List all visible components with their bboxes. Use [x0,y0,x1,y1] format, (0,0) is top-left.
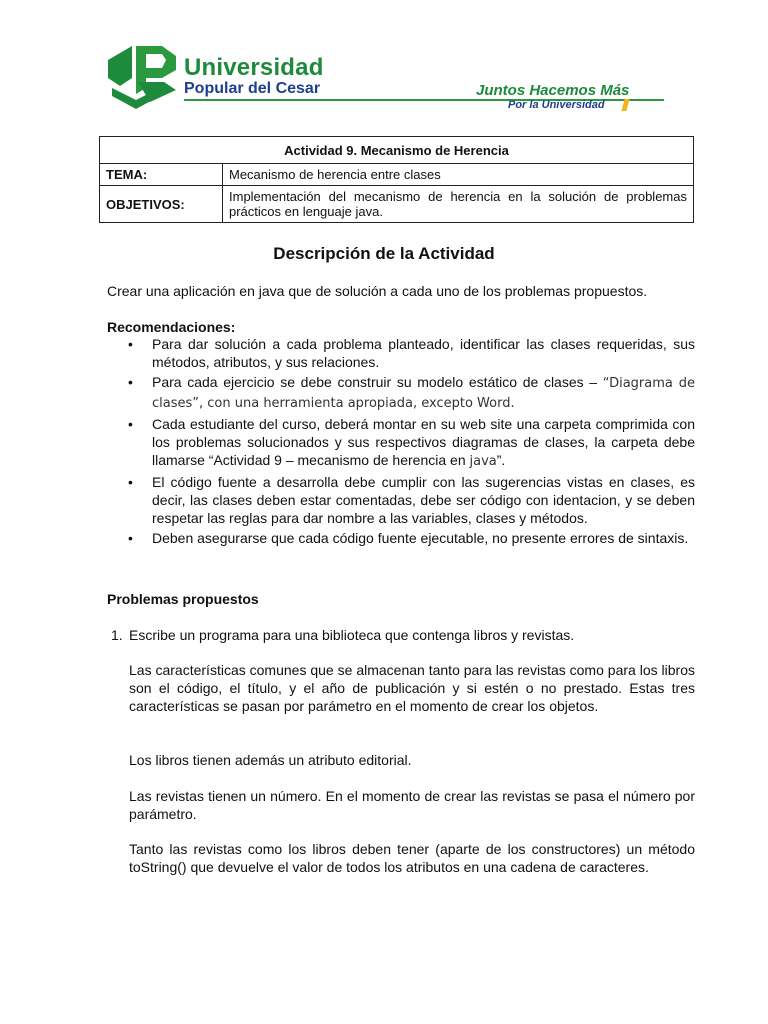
activity-title: Actividad 9. Mecanismo de Herencia [100,137,694,164]
bullet-icon: • [128,416,133,432]
problem-paragraph: Los libros tienen además un atributo editorial. [129,752,412,768]
problem-statement: Escribe un programa para una biblioteca que contenga libros y revistas. [129,627,575,643]
recommendation-text: Cada estudiante del curso, deberá montar en su web site una carpeta comprimida con los problemas solucionados y sus respectivos diagramas de clases, la carpeta debe llamarse “Actividad 9 – mecanismo de herencia en [152,416,695,468]
recommendation-tail: ”. [496,452,506,468]
recommendation-text: Para cada ejercicio se debe construir su modelo estático de clases – [152,374,603,390]
section-title: Descripción de la Actividad [273,244,495,263]
list-item [107,415,695,471]
problem-number: 1. [111,627,123,643]
university-name: Universidad [184,54,324,81]
slogan: Juntos Hacemos Más [476,82,630,99]
bullet-icon: • [128,336,133,352]
recommendation-text: El código fuente a desarrolla debe cumplir con las sugerencias vistas en clases, es decir, las clases deben estar comentadas, debe ser código con identacion, y se deben respetar las reglas para dar nombre a las variables, clases y métodos. [152,474,695,526]
document-header [106,42,666,114]
problems-heading: Problemas propuestos [107,591,259,607]
list-item [107,529,695,547]
tema-value: Mecanismo de herencia entre clases [223,164,694,186]
bullet-icon: • [128,530,133,546]
objetivos-label: OBJETIVOS: [100,186,223,223]
problem-paragraph: Las características comunes que se almacenan tanto para las revistas como para los libros son el código, el título, y el año de publicación y si estén o no prestado. Estas tres características se pasan por parámetro en el momento de crear los objetos. [129,662,695,714]
activity-table [99,136,694,223]
list-item [107,473,695,527]
intro-paragraph: Crear una aplicación en java que de solución a cada uno de los problemas propuestos. [107,283,648,299]
list-item [107,373,695,413]
bullet-icon: • [128,374,133,390]
table-row [100,186,694,223]
recommendation-alt-text: “Diagrama de clases”, con una herramienta apropiada, excepto Word. [152,376,695,411]
recommendation-alt-text: java [469,454,497,469]
objetivos-value: Implementación del mecanismo de herencia en la solución de problemas prácticos en lenguaje java. [223,186,694,223]
table-row [100,164,694,186]
bullet-icon: • [128,474,133,490]
recommendation-text: Para dar solución a cada problema planteado, identificar las clases requeridas, sus métodos, atributos, y sus relaciones. [152,336,695,370]
recommendations-heading: Recomendaciones: [107,319,236,335]
list-item [107,335,695,371]
recommendations-list [107,335,695,549]
tema-label: TEMA: [100,164,223,186]
slogan-sub: Por la Universidad [508,99,605,111]
university-logo-icon [106,42,178,110]
recommendation-text: Deben asegurarse que cada código fuente ejecutable, no presente errores de sintaxis. [152,530,689,546]
problem-paragraph: Las revistas tienen un número. En el momento de crear las revistas se pasa el número por parámetro. [129,788,695,822]
problem-paragraph: Tanto las revistas como los libros deben tener (aparte de los constructores) un método toString() que devuelve el valor de todos los atributos en una cadena de caracteres. [129,841,695,875]
university-subname: Popular del Cesar [184,80,321,97]
